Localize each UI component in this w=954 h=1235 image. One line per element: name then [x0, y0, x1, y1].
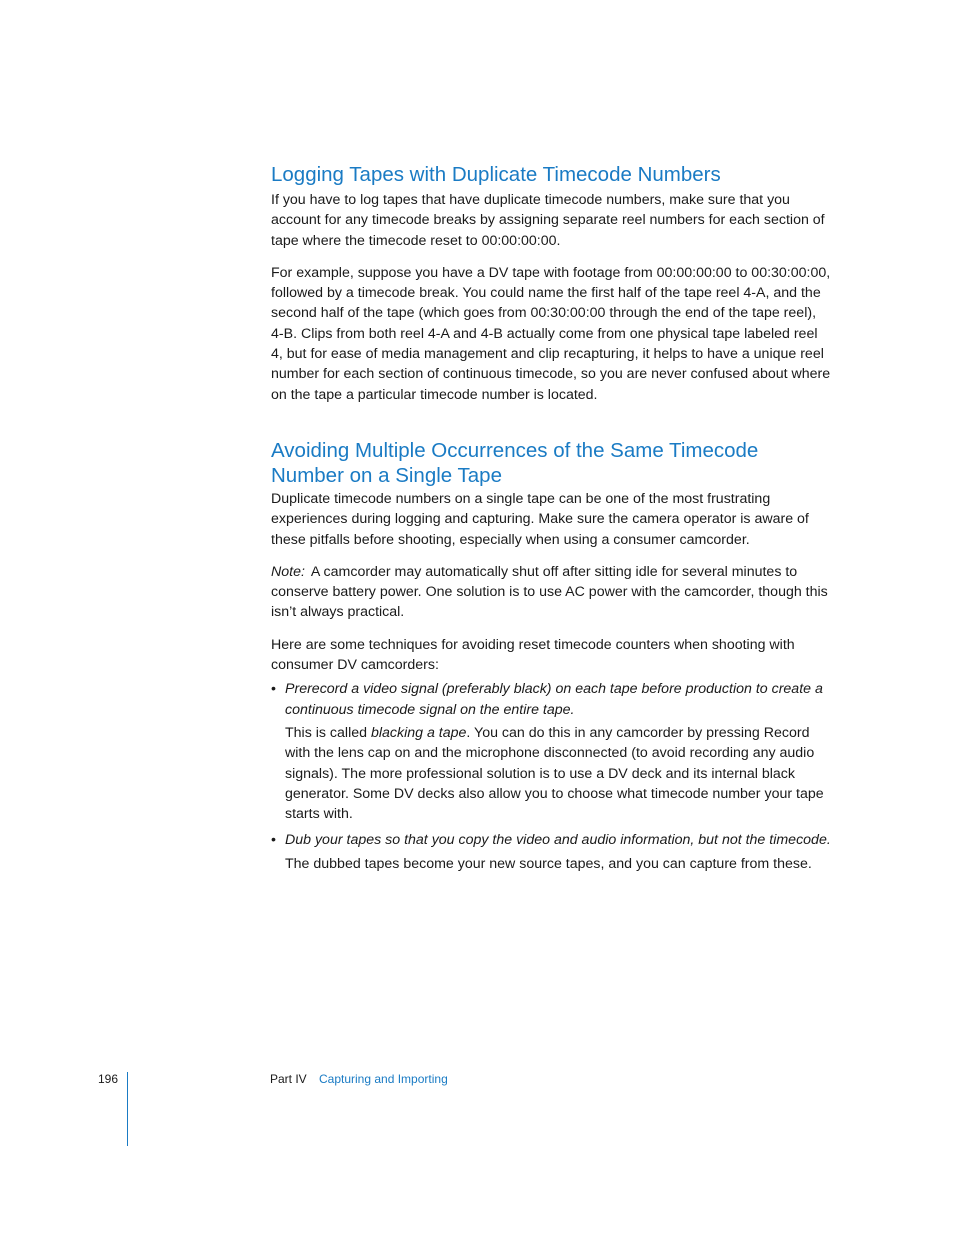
list-item: [271, 830, 831, 874]
footer-divider: [127, 1072, 128, 1146]
list-item-lead: Prerecord a video signal (preferably black) on each tape before production to create a continuous timecode signal on the entire tape.: [285, 681, 823, 718]
paragraph-intro: Duplicate timecode numbers on a single tape can be one of the most frustrating experiences during logging and capturing. Make sure the camera operator is aware of these pitfalls before shooting, especially when using a consumer camcorder.: [271, 490, 809, 548]
techniques-list: [271, 679, 831, 874]
footer-chapter-title: Capturing and Importing: [319, 1072, 448, 1086]
paragraph-duplicate-timecode: If you have to log tapes that have duplicate timecode numbers, make sure that you account for any timecode breaks by assigning separate reel numbers for each section of tape where the timecode reset to 00:00:00:00.: [271, 192, 825, 249]
detail-text-pre: This is called: [285, 724, 371, 741]
detail-text-post: . You can do this in any camcorder by pressing Record with the lens cap on and the microphone disconnected (to avoid recording any audio signals). The more professional solution is to use a DV deck and its internal black generator. Some DV decks also allow you to choose what timecode number your tape starts with.: [285, 724, 824, 823]
list-item-detail: The dubbed tapes become your new source tapes, and you can capture from these.: [285, 855, 812, 872]
footer-part-label: Part IV: [270, 1072, 307, 1086]
section-heading-logging-tapes: Logging Tapes with Duplicate Timecode Numbers: [271, 163, 721, 186]
page-number: 196: [98, 1072, 119, 1086]
bullet-icon: •: [271, 832, 276, 849]
paragraph-techniques-intro: Here are some techniques for avoiding reset timecode counters when shooting with consumer DV camcorders:: [271, 636, 795, 674]
note-label: Note:: [271, 563, 305, 580]
list-item-detail: [285, 723, 831, 824]
bullet-icon: •: [271, 681, 276, 698]
list-item-lead: Dub your tapes so that you copy the video and audio information, but not the timecode.: [285, 832, 831, 849]
list-item: [271, 679, 831, 824]
note-paragraph: [271, 562, 831, 623]
paragraph-example: For example, suppose you have a DV tape with footage from 00:00:00:00 to 00:30:00:00, followed by a timecode break. You could name the first half of the tape reel 4-A, and the second half of the tape (which goes from 00:30:00:00 through the end of the tape reel), 4-B. Clips from both reel 4-A and 4-B actually come from one physical tape labeled reel 4, but for ease of media management and clip recapturing, it helps to have a unique reel number for each section of continuous timecode, so you are never confused about where on the tape a particular timecode number is located.: [271, 264, 831, 403]
heading-line-2: Number on a Single Tape: [271, 463, 502, 487]
detail-emphasis: blacking a tape: [370, 724, 467, 741]
note-text: A camcorder may automatically shut off after sitting idle for several minutes to conserve battery power. One solution is to use AC power with the camcorder, though this isn’t always practical.: [271, 563, 828, 621]
page-content: [271, 160, 831, 874]
heading-line-1: Avoiding Multiple Occurrences of the Same Timecode: [271, 438, 759, 462]
section-heading-avoiding-occurrences: [271, 438, 831, 488]
